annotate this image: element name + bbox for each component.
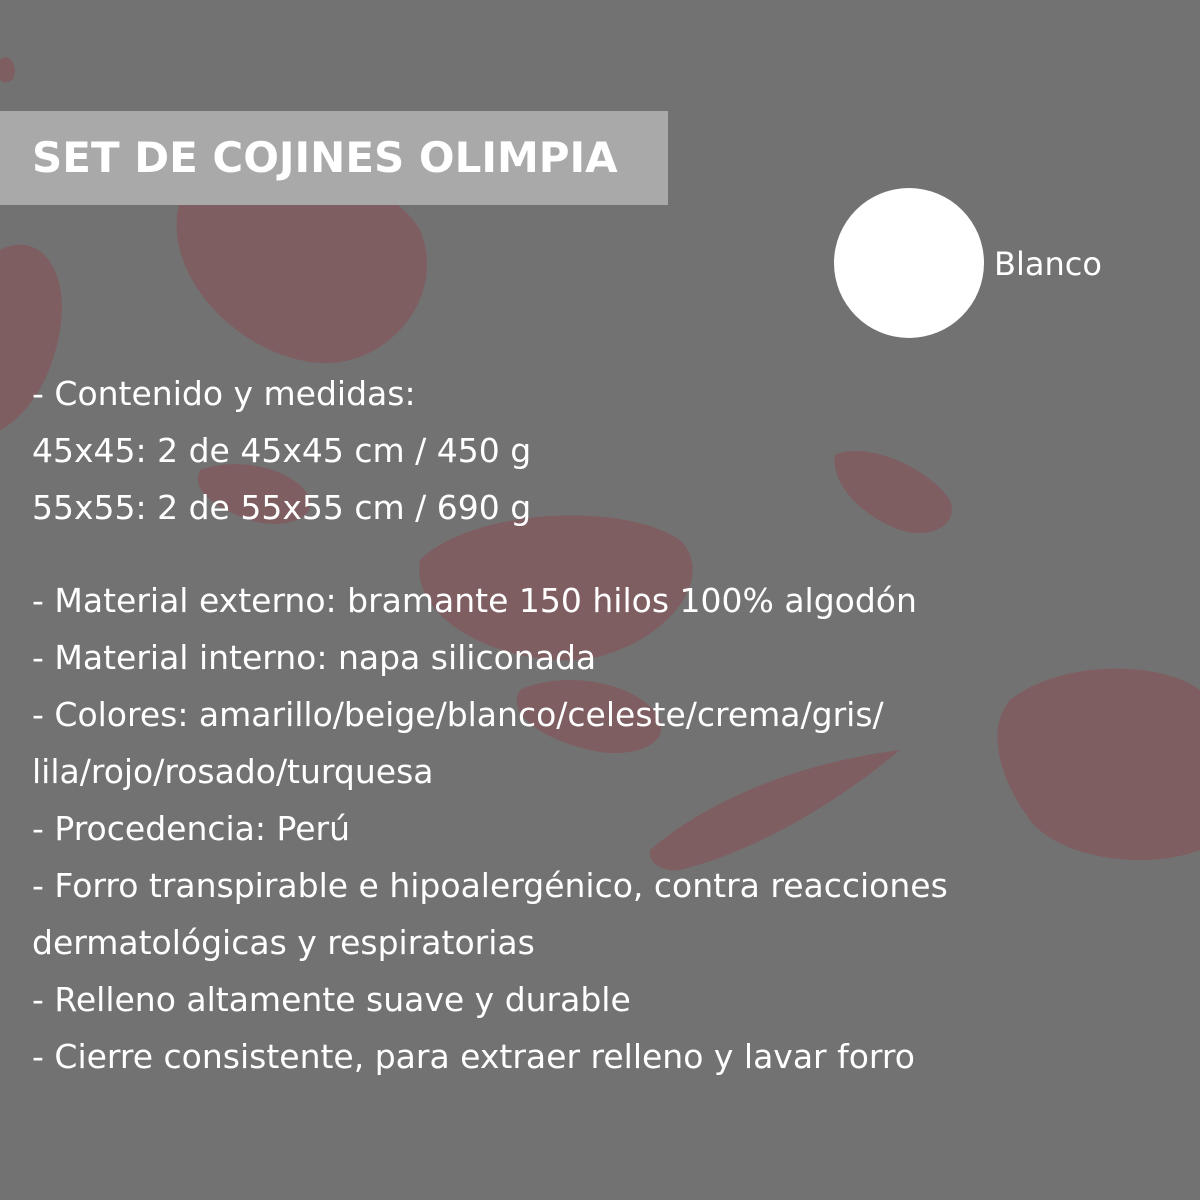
detail-line: 45x45: 2 de 45x45 cm / 450 g (32, 431, 532, 470)
product-title: SET DE COJINES OLIMPIA (32, 133, 618, 182)
product-details (32, 365, 1162, 1085)
detail-line: - Material interno: napa siliconada (32, 638, 597, 677)
detail-line: - Material externo: bramante 150 hilos 100% algodón (32, 581, 917, 620)
detail-line: - Procedencia: Perú (32, 809, 351, 848)
detail-line: lila/rojo/rosado/turquesa (32, 752, 434, 791)
title-banner (0, 111, 668, 205)
color-swatch-circle (834, 188, 984, 338)
detail-line: 55x55: 2 de 55x55 cm / 690 g (32, 488, 532, 527)
detail-line: dermatológicas y respiratorias (32, 923, 535, 962)
detail-line: - Cierre consistente, para extraer relleno y lavar forro (32, 1037, 915, 1076)
petal-left-small (0, 57, 15, 82)
paragraph-gap (32, 536, 1162, 572)
detail-line: - Colores: amarillo/beige/blanco/celeste/crema/gris/ (32, 695, 884, 734)
detail-line: - Relleno altamente suave y durable (32, 980, 631, 1019)
color-swatch-label: Blanco (994, 245, 1102, 283)
detail-line: - Forro transpirable e hipoalergénico, contra reacciones (32, 866, 948, 905)
detail-line: - Contenido y medidas: (32, 374, 416, 413)
